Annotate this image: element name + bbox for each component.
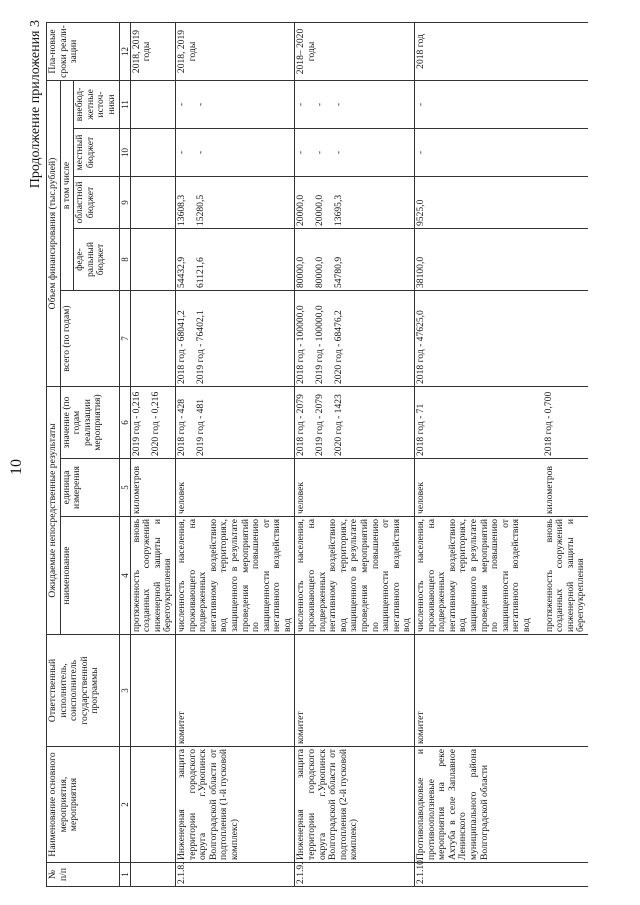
measure-name: Противопаводковые и противооползневые мероприятия на реке Ахтуба в селе Заплавное Ленинского муниципального района Волгоградской области (415, 747, 588, 863)
header-finance-including: в том числе (60, 81, 74, 291)
finance-regional: 13608,3 15280,5 (175, 177, 295, 229)
finance-federal: 54432,9 61121,6 (175, 229, 295, 291)
finance-federal: 38100,0 (415, 229, 588, 291)
result-values: 2019 год - 0,216 2020 год - 0,216 (130, 387, 175, 459)
finance-local: - - - (295, 129, 415, 177)
deadline: 2018– 2020 годы (295, 23, 415, 81)
column-number: 6 (119, 387, 130, 459)
header-result-value: значение (по годам реализации мероприятия) (60, 387, 119, 459)
result-unit: человек (415, 481, 426, 514)
executor: комитет (415, 635, 588, 747)
header-finance-regional: областной бюджет (74, 177, 119, 229)
finance-local: - - (175, 129, 295, 177)
result-name: численность населения, проживающего на подверженных негативному воздействию вод территориях, защищенного в результате проведения мероприятий по повышению защищенности от негативного воздействия вод (295, 517, 415, 635)
result-name: численность населения, проживающего на подверженных негативному воздействию вод территориях, защищенного в результате проведения мероприятий по повышению защищенности от негативного воздействия вод (175, 517, 295, 635)
result-unit: человек (295, 459, 415, 517)
result-values: 2018 год - 2079 2019 год - 2079 2020 год - 1423 (295, 387, 415, 459)
finance-totals: 2018 год - 47625,0 (415, 291, 588, 387)
finance-local: - (415, 129, 588, 177)
result-unit: километров (130, 459, 175, 517)
finance-extra: - - (175, 81, 295, 129)
finance-totals: 2018 год - 100000,0 2019 год - 100000,0 2020 год - 68476,2 (295, 291, 415, 387)
column-number: 4 (119, 517, 130, 635)
column-number: 12 (119, 23, 130, 81)
result-unit: человек (175, 459, 295, 517)
column-number: 7 (119, 291, 130, 387)
column-number-row (119, 23, 130, 887)
table-row (175, 23, 295, 887)
result-name-2: протяженность вновь созданных сооружений инженерной защиты и берегоукрепления (543, 519, 587, 632)
result-name-cell (415, 517, 588, 635)
result-name: протяженность вновь созданных сооружений инженерной защиты и берегоукрепления (130, 517, 175, 635)
deadline: 2018, 2019 годы (130, 23, 175, 81)
result-values: 2018 год - 428 2019 год - 481 (175, 387, 295, 459)
column-number: 5 (119, 459, 130, 517)
header-finance-group: Объем финансирования (тыс.рублей) (47, 81, 61, 387)
header-result-name: наименование (60, 517, 119, 635)
deadline: 2018, 2019 годы (175, 23, 295, 81)
column-number: 3 (119, 635, 130, 747)
row-number: 2.1.8. (175, 863, 295, 887)
result-values: 2018 год - 71 2018 год - 0,700 (415, 387, 588, 459)
header-result-unit: единица измерения (60, 459, 119, 517)
measure-name: Инженерная защита территории городского округа г.Урюпинск Волгоградской области от подтопления (2-й пусковой комплекс) (295, 747, 415, 863)
table-row (295, 23, 415, 887)
column-number: 10 (119, 129, 130, 177)
result-unit-cell (415, 459, 588, 517)
column-number: 1 (119, 863, 130, 887)
program-measures-table (46, 22, 588, 887)
column-number: 8 (119, 229, 130, 291)
header-executor: Ответственный исполнитель, соисполнитель государственной программы (47, 635, 120, 747)
finance-federal: 80000,0 80000,0 54780,9 (295, 229, 415, 291)
finance-extra: - (415, 81, 588, 129)
table-row (415, 23, 588, 887)
header-results-group: Ожидаемые непосредственные результаты (47, 387, 61, 635)
header-deadline: Пла-новые сроки реали-зации (47, 23, 120, 81)
row-number: 2.1.9. (295, 863, 415, 887)
executor: комитет (295, 635, 415, 747)
finance-regional: 20000,0 20000,0 13695,3 (295, 177, 415, 229)
header-finance-federal: феде-ральный бюджет (74, 229, 119, 291)
page-number: 10 (8, 459, 25, 475)
column-number: 11 (119, 81, 130, 129)
column-number: 2 (119, 747, 130, 863)
result-value-2: 2018 год - 0,700 (543, 391, 554, 456)
finance-extra: - - - (295, 81, 415, 129)
result-name: численность населения, проживающего на подверженных негативному воздействию вод территориях, защищенного в результате проведения мероприятий по повышению защищенности от негативного воздействия вод (415, 519, 532, 632)
header-finance-extra: внебюд-жетные источ-ники (74, 81, 119, 129)
header-finance-local: местный бюджет (74, 129, 119, 177)
header-number: № п/п (47, 863, 120, 887)
result-unit-2: километров (543, 466, 555, 514)
deadline: 2018 год (415, 23, 588, 81)
row-number: 2.1.10. (415, 863, 588, 887)
appendix-continuation-label: Продолжение приложения 3 (28, 20, 43, 189)
executor: комитет (175, 635, 295, 747)
header-finance-total: всего (по годам) (60, 291, 119, 387)
finance-totals: 2018 год - 68041,2 2019 год - 76402,1 (175, 291, 295, 387)
header-measure-name: Наименование основного мероприятия, мероприятия (47, 747, 120, 863)
measure-name: Инженерная защита территории городского округа г.Урюпинск Волгоградской области от подтопления (1-й пусковой комплекс) (175, 747, 295, 863)
finance-regional: 9525,0 (415, 177, 588, 229)
table-row (130, 23, 175, 887)
column-number: 9 (119, 177, 130, 229)
